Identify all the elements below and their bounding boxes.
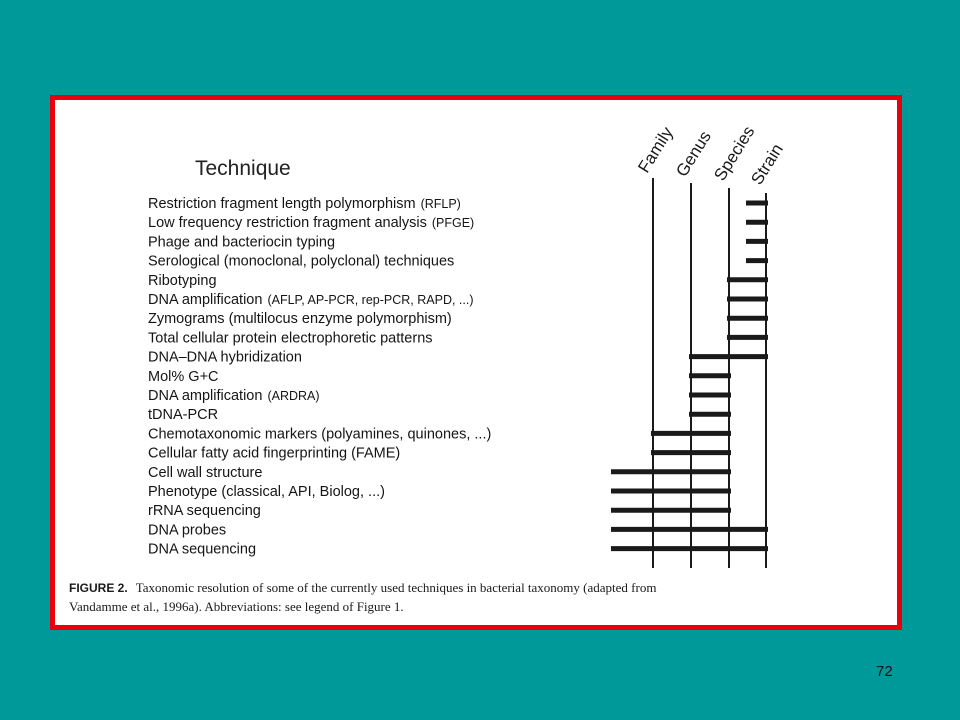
technique-name: Restriction fragment length polymorphism [148, 196, 416, 212]
technique-name: DNA probes [148, 522, 227, 539]
column-label-family: Family [634, 123, 677, 177]
technique-row [148, 388, 320, 404]
technique-name: Total cellular protein electrophoretic patterns [148, 330, 433, 347]
resolution-bars [611, 203, 768, 549]
technique-abbreviation: (RFLP) [420, 197, 461, 211]
technique-name: Phage and bacteriocin typing [148, 234, 336, 251]
technique-name: Mol% G+C [148, 368, 219, 385]
figure-diagram [55, 100, 897, 625]
technique-row [148, 484, 385, 500]
technique-abbreviation: (PFGE) [431, 216, 475, 231]
technique-row [148, 254, 454, 270]
technique-row [148, 273, 217, 289]
figure-caption-line1 [69, 580, 656, 595]
technique-name: Cellular fatty acid fingerprinting (FAME) [148, 445, 401, 462]
column-labels [634, 123, 787, 188]
technique-row [148, 196, 461, 212]
technique-name: Phenotype (classical, API, Biolog, ...) [148, 484, 385, 500]
figure-caption-label: FIGURE 2. [69, 581, 128, 595]
figure-caption-line2: Vandamme et al., 1996a). Abbreviations: see legend of Figure 1. [69, 599, 404, 614]
technique-row [148, 446, 400, 462]
technique-name: tDNA-PCR [148, 407, 219, 424]
technique-name: Low frequency restriction fragment analysis [148, 215, 427, 232]
technique-row [148, 369, 219, 385]
technique-name: DNA–DNA hybridization [148, 349, 302, 366]
figure-caption-text1: Taxonomic resolution of some of the currently used techniques in bacterial taxonomy (adapted from [135, 580, 657, 595]
technique-name: rRNA sequencing [148, 503, 261, 520]
figure-frame [50, 95, 902, 630]
technique-row [148, 465, 262, 481]
technique-row [148, 503, 261, 519]
technique-abbreviation: (AFLP, AP-PCR, rep-PCR, RAPD, ...) [267, 293, 474, 307]
technique-heading: Technique [195, 157, 291, 180]
technique-row [148, 311, 452, 327]
technique-abbreviation: (ARDRA) [267, 389, 320, 403]
technique-row [148, 215, 474, 231]
technique-name: Ribotyping [148, 272, 217, 289]
technique-rows [148, 196, 491, 558]
technique-row [148, 350, 302, 366]
technique-name: Serological (monoclonal, polyclonal) techniques [148, 253, 455, 270]
technique-name: DNA amplification [148, 388, 263, 404]
column-label-genus: Genus [672, 127, 715, 181]
technique-name: Cell wall structure [148, 464, 263, 481]
technique-row [148, 426, 491, 442]
technique-row [148, 407, 218, 423]
technique-row [148, 522, 226, 538]
technique-row [148, 542, 256, 558]
technique-name: DNA sequencing [148, 541, 257, 558]
technique-row [148, 330, 433, 346]
column-label-strain: Strain [747, 140, 787, 189]
technique-name: Zymograms (multilocus enzyme polymorphism) [148, 311, 452, 328]
page-number: 72 [876, 663, 893, 680]
technique-name: Chemotaxonomic markers (polyamines, quinones, ...) [148, 426, 492, 443]
column-label-species: Species [710, 122, 759, 185]
technique-row [148, 292, 474, 308]
technique-row [148, 234, 335, 250]
technique-name: DNA amplification [148, 292, 263, 308]
